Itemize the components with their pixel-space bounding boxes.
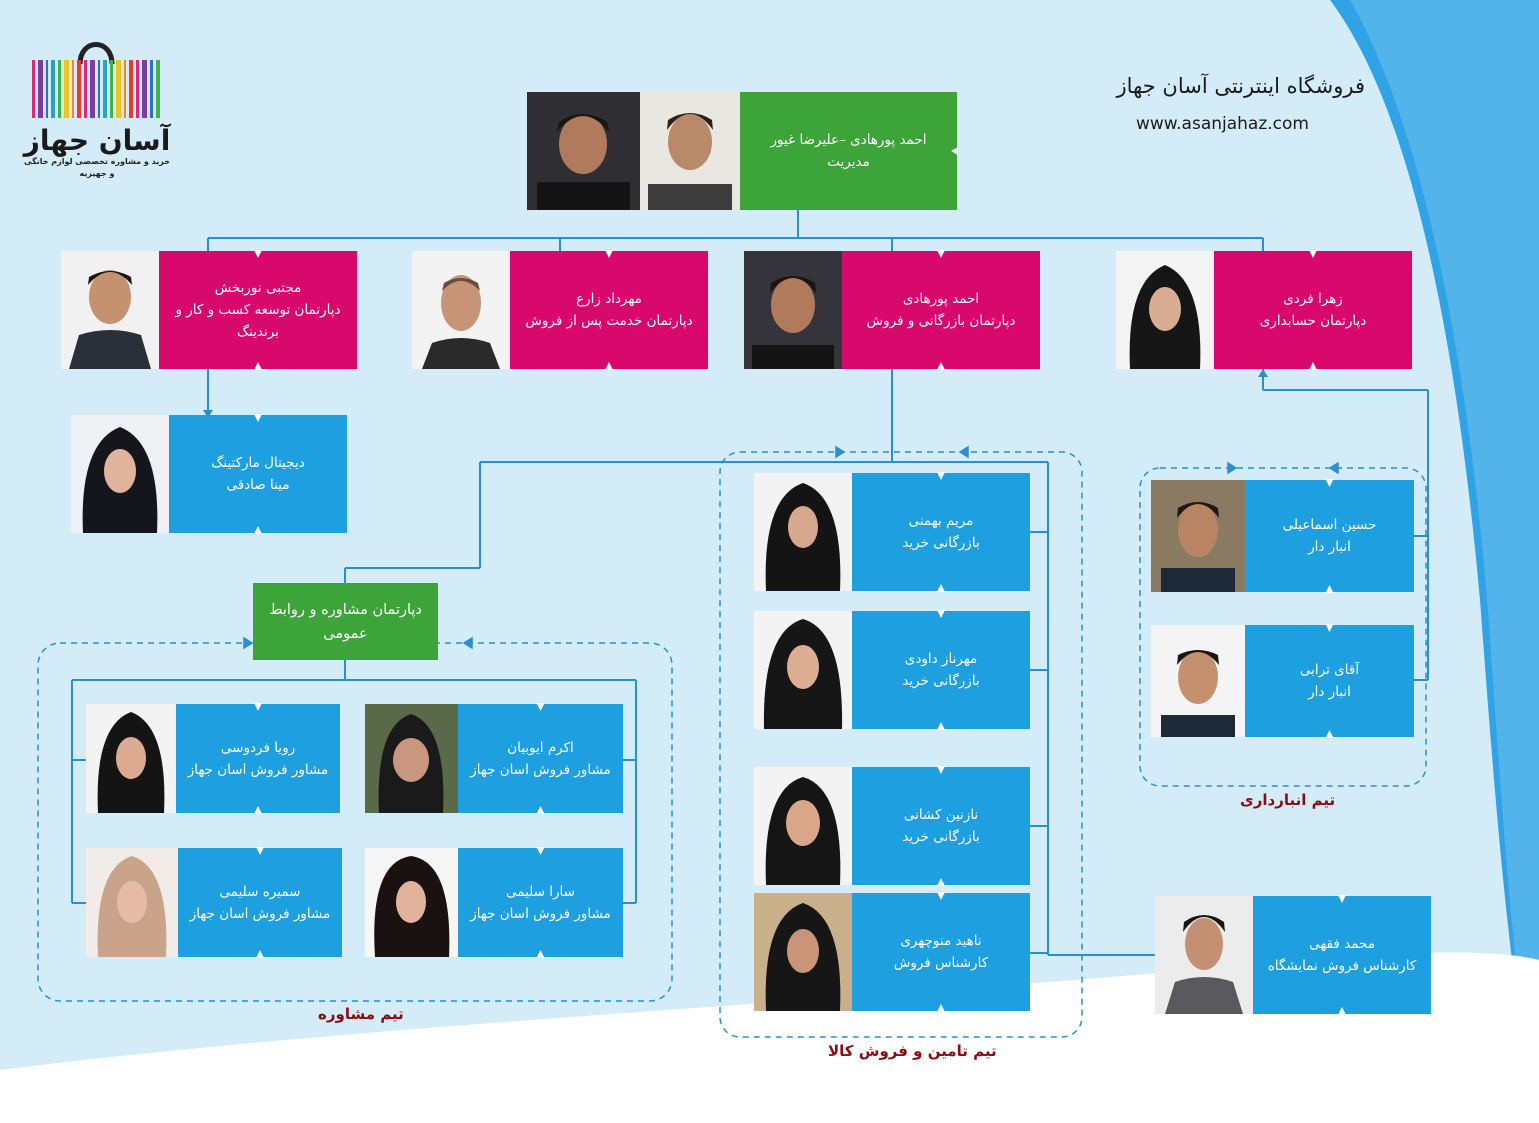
dept-consulting-label: دپارتمان مشاوره و روابط عمومی [269,601,422,642]
supply-role: بازرگانی خرید [902,535,980,551]
photo-akram-ayoubian [365,704,458,813]
company-title: فروشگاه اینترنتی آسان جهاز [1116,74,1365,98]
consultant-role: مشاور فروش اسان جهاز [470,761,611,778]
consultant-role: مشاور فروش اسان جهاز [470,905,611,922]
supply-box-3[interactable] [754,767,1030,885]
supply-name: مهرناز داودی [904,651,978,667]
consultant-box-4[interactable] [86,848,342,957]
warehouse-name: آقای ترابی [1299,662,1360,678]
photo-mehrdad-zare [412,251,510,369]
consultant-box-3[interactable] [365,848,623,957]
consultant-card-4 [178,848,342,957]
photo-aghaye-torabi [1151,625,1245,737]
team-label-warehouse: تیم انبارداری [1240,791,1336,809]
supply-card-1 [852,473,1030,591]
dept-accounting-card [1214,251,1412,369]
dept-branding-head: مجتبی نوربخش [214,280,302,296]
showroom-card [1253,896,1431,1014]
photo-alireza-ghayour [640,92,740,210]
warehouse-role: انبار دار [1308,539,1351,555]
supply-card-2 [852,611,1030,729]
photo-nahid-manouchehri [754,893,852,1011]
warehouse-box-2[interactable] [1151,625,1414,737]
dept-branding-box[interactable] [61,251,357,369]
supply-box-2[interactable] [754,611,1030,729]
consultant-box-1[interactable] [365,704,623,813]
logo[interactable] [22,28,172,178]
photo-sara-salimi [365,848,458,957]
supply-role: بازرگانی خرید [902,673,980,689]
photo-mojtaba-nourbakhsh [61,251,159,369]
digital-marketing-name: مینا صادقی [226,477,290,493]
dept-branding-card [159,251,357,369]
photo-mina-sadeghi [71,415,169,533]
consultant-card-2 [176,704,340,813]
consultant-role: مشاور فروش اسان جهاز [187,761,329,778]
supply-name: ناهید منوچهری [900,933,982,949]
team-label-supply: تیم تامین و فروش کالا [828,1042,997,1060]
photo-samireh-salimi [86,848,178,957]
showroom-box[interactable] [1155,896,1431,1014]
dept-accounting-title: دپارتمان حسابداری [1259,313,1367,329]
management-title: مدیریت [827,154,870,170]
warehouse-role: انبار دار [1308,684,1351,700]
photo-mehrnaz-davoudi [754,611,852,729]
dept-accounting-box[interactable] [1116,251,1412,369]
consultant-name: اکرم ایوبیان [507,739,574,756]
photo-mohammad-feghhi [1155,896,1253,1014]
warehouse-card-1 [1245,480,1414,592]
dept-after-sales-card [510,251,708,369]
consultant-name: سارا سلیمی [506,883,575,900]
digital-marketing-card [169,415,347,533]
dept-branding-title: دپارتمان توسعه کسب و کار و برندینگ [175,302,341,340]
photo-hossein-esmaeili [1151,480,1245,592]
dept-after-sales-box[interactable] [412,251,708,369]
management-card [740,92,957,210]
supply-name: نازنین کشانی [903,807,979,823]
digital-marketing-title: دیجیتال مارکتینگ [211,455,305,471]
management-box[interactable] [527,92,957,210]
supply-box-4[interactable] [754,893,1030,1011]
supply-box-1[interactable] [754,473,1030,591]
showroom-name: محمد فقهی [1309,936,1375,952]
consultant-box-2[interactable] [86,704,340,813]
warehouse-name: حسین اسماعیلی [1282,517,1377,533]
warehouse-card-2 [1245,625,1414,737]
supply-card-4 [852,893,1030,1011]
dept-commerce-card [842,251,1040,369]
dept-commerce-box[interactable] [744,251,1040,369]
team-label-consulting: تیم مشاوره [318,1005,404,1023]
consultant-card-3 [458,848,623,957]
consultant-role: مشاور فروش اسان جهاز [189,905,331,922]
dept-consulting-box[interactable] [253,583,438,660]
logo-name: آسان جهاز [23,124,171,157]
supply-role: کارشناس فروش [893,955,989,971]
consultant-card-1 [458,704,623,813]
website-link[interactable]: www.asanjahaz.com [1136,114,1309,134]
supply-name: مریم بهمنی [908,513,974,529]
dept-after-sales-title: دپارتمان خدمت پس از فروش [525,313,693,329]
supply-card-3 [852,767,1030,885]
logo-tagline: خرید و مشاوره تخصصی لوازم خانگی و جهیزیه [23,157,171,178]
dept-accounting-head: زهرا فردی [1283,291,1343,307]
logo-barcode-icon [22,28,172,128]
showroom-role: کارشناس فروش نمایشگاه [1267,958,1417,974]
warehouse-box-1[interactable] [1151,480,1414,592]
photo-roya-ferdowsi [86,704,176,813]
management-names: احمد پورهادی –علیرضا غیور [770,132,927,148]
photo-zahra-fardi [1116,251,1214,369]
digital-marketing-box[interactable] [71,415,347,533]
supply-role: بازرگانی خرید [902,829,980,845]
consultant-name: سمیره سلیمی [219,883,301,900]
photo-nazanin-keshani [754,767,852,885]
photo-ahmad-pourhadi [527,92,640,210]
dept-after-sales-head: مهرداد زارع [576,291,642,307]
dept-commerce-title: دپارتمان بازرگانی و فروش [866,313,1016,329]
photo-maryam-bahmani [754,473,852,591]
consultant-name: رویا فردوسی [220,739,296,756]
dept-commerce-head: احمد پورهادی [902,291,980,307]
photo-ahmad-pourhadi-commerce [744,251,842,369]
